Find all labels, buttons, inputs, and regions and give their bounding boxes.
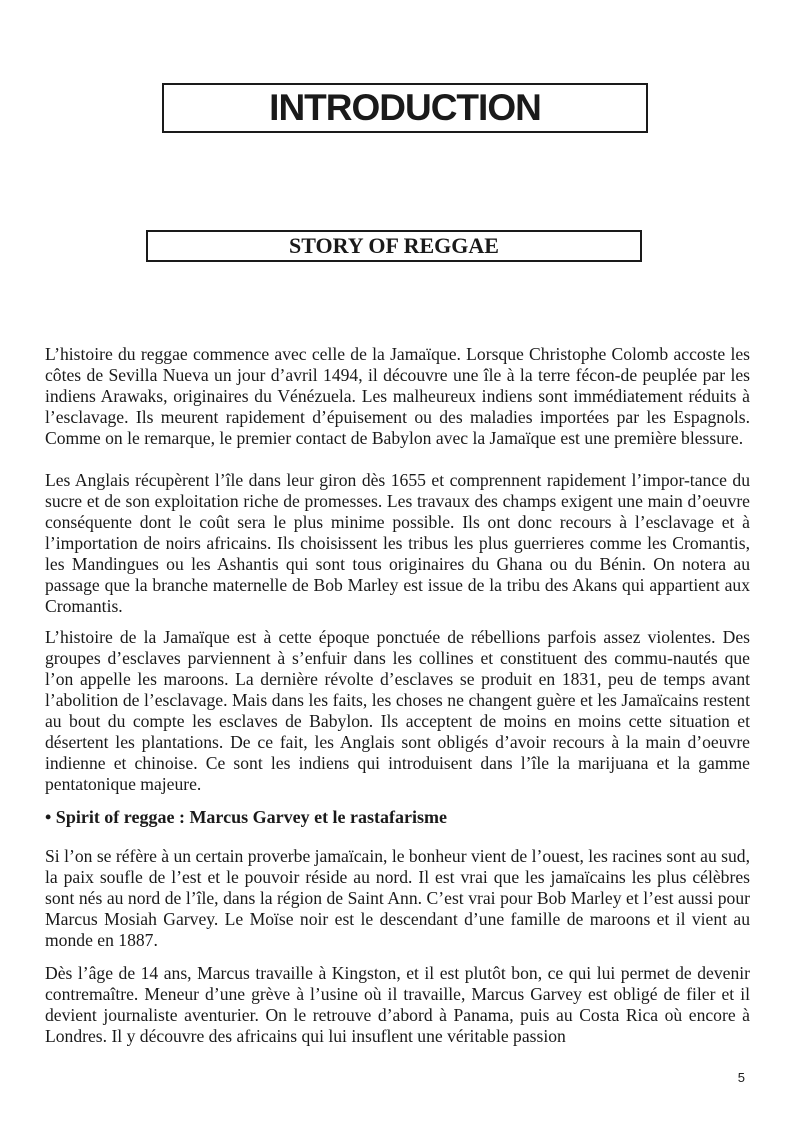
page-number: 5	[737, 1070, 745, 1085]
paragraph-3: L’histoire de la Jamaïque est à cette époque ponctuée de rébellions parfois assez violentes. Des groupes d’esclaves parviennent à s’enfuir dans les collines et constituent des commu-nautés que l’on appelle les maroons. La dernière révolte d’esclaves se produit en 1831, peu de temps avant l’abolition de l’esclavage. Mais dans les faits, les choses ne changent guère et les Jamaïcains restent au bout du compte les esclaves de Babylon. Ils acceptent de moins en moins cette situation et désertent les plantations. De ce fait, les Anglais sont obligés d’avoir recours à la main d’oeuvre indienne et chinoise. Ce sont les indiens qui introduisent dans l’île la marijuana et la gamme pentatonique majeure.	[45, 627, 750, 794]
paragraph-2: Les Anglais récupèrent l’île dans leur giron dès 1655 et comprennent rapidement l’impor-tance du sucre et de son exploitation riche de promesses. Les travaux des champs exigent une main d’oeuvre conséquente dont le coût sera le plus minime possible. Ils ont donc recours à l’esclavage et à l’importation de noirs africains. Ils choisissent les tribus les plus guerrieres comme les Cromantis, les Mandingues ou les Ashantis qui sont tous originaires du Ghana ou du Bénin. On notera au passage que la branche maternelle de Bob Marley est issue de la tribu des Akans qui appartient aux Cromantis.	[45, 470, 750, 616]
paragraph-4: Si l’on se réfère à un certain proverbe jamaïcain, le bonheur vient de l’ouest, les racines sont au sud, la paix soufle de l’est et le pouvoir réside au nord. Il est vrai que les jamaïcains les plus célèbres sont nés au nord de l’île, dans la région de Saint Ann. C’est vrai pour Bob Marley et l’est aussi pour Marcus Mosiah Garvey. Le Moïse noir est le descendant d’une famille de maroons et il vient au monde en 1887.	[45, 846, 750, 950]
section-title: STORY OF REGGAE	[289, 233, 499, 258]
section-title-box	[146, 230, 642, 262]
paragraph-5: Dès l’âge de 14 ans, Marcus travaille à Kingston, et il est plutôt bon, ce qui lui permet de devenir contremaître. Meneur d’une grève à l’usine où il travaille, Marcus Garvey est obligé de filer et il devient journaliste aventurier. On le retrouve d’abord à Panama, puis au Costa Rica où encore à Londres. Il y découvre des africains qui lui insuflent une véritable passion	[45, 963, 750, 1046]
chapter-title-box	[162, 83, 648, 133]
chapter-title: INTRODUCTION	[269, 87, 541, 128]
subheading: • Spirit of reggae : Marcus Garvey et le rastafarisme	[45, 807, 448, 827]
paragraph-1: L’histoire du reggae commence avec celle de la Jamaïque. Lorsque Christophe Colomb accoste les côtes de Sevilla Nueva un jour d’avril 1494, il découvre une île à la terre fécon-de peuplée par les indiens Arawaks, originaires du Vénézuela. Les malheureux indiens sont immédiatement réduits à l’esclavage. Ils meurent rapidement d’épuisement ou des maladies importées par les Espagnols. Comme on le remarque, le premier contact de Babylon avec la Jamaïque est une première blessure.	[45, 344, 750, 448]
